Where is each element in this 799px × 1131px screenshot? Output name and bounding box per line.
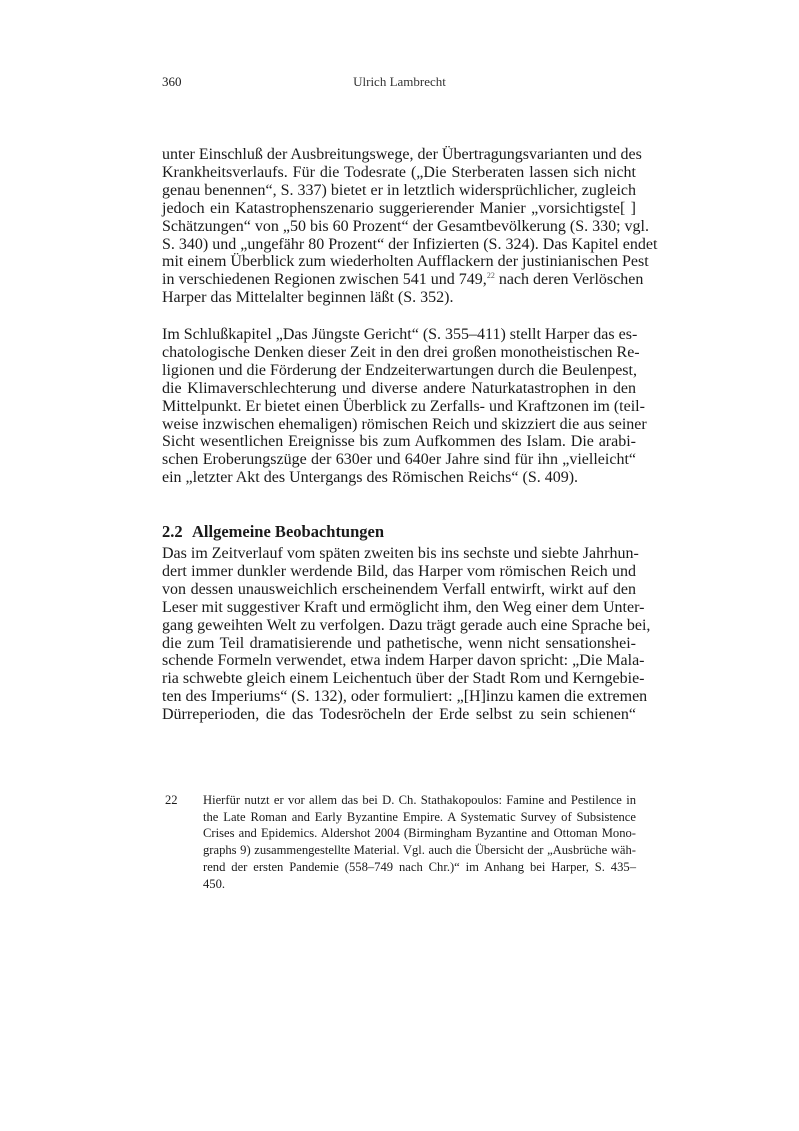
- footnote-line: the Late Roman and Early Byzantine Empire. A Systematic Survey of Subsistence: [203, 809, 636, 824]
- section-title: Allgemeine Beobachtungen: [192, 522, 385, 541]
- paragraph-1: [162, 146, 658, 307]
- text-line: schende Formeln verwendet, etwa indem Harper davon spricht: „Die Mala-: [162, 652, 645, 670]
- footnote-line: rend der ersten Pandemie (558–749 nach Chr.)“ im Anhang bei Harper, S. 435–: [203, 859, 636, 874]
- text-line: mit einem Überblick zum wiederholten Aufflackern der justinianischen Pest: [162, 253, 649, 271]
- footnote-line: graphs 9) zusammengestellte Material. Vgl. auch die Übersicht der „Ausbrüche wäh-: [203, 843, 636, 858]
- text-line: Leser mit suggestiver Kraft und ermöglicht ihm, den Weg einer dem Unter-: [162, 598, 645, 616]
- running-head: Ulrich Lambrecht: [353, 74, 446, 89]
- text-line: Schätzungen“ von „50 bis 60 Prozent“ der Gesamtbevölkerung (S. 330; vgl.: [162, 217, 649, 235]
- text-line: die zum Teil dramatisierende und pathetische, wenn nicht sensationshei-: [162, 634, 636, 652]
- footnote-line: Crises and Epidemics. Aldershot 2004 (Birmingham Byzantine and Ottoman Mono-: [203, 826, 636, 841]
- footnote-text: [203, 792, 636, 892]
- footnote-line: Hierfür nutzt er vor allem das bei D. Ch. Stathakopoulos: Famine and Pestilence in: [203, 793, 636, 807]
- text-line: von dessen unausweichlich erscheinendem Verfall entwirft, wirkt auf den: [162, 580, 636, 598]
- text-line: die Klimaverschlechterung und diverse andere Naturkatastrophen in den: [162, 379, 636, 397]
- text-line: Dürreperioden, die das Todesröcheln der Erde selbst zu sein schienen“: [162, 706, 636, 724]
- section-number: 2.2: [162, 522, 183, 541]
- text-line: ein „letzter Akt des Untergangs des Römischen Reichs“ (S. 409).: [162, 469, 579, 487]
- text-line: S. 340) und „ungefähr 80 Prozent“ der Infizierten (S. 324). Das Kapitel endet: [162, 235, 658, 253]
- text-segment: in verschiedenen Regionen zwischen 541 und 749,: [162, 271, 487, 289]
- text-line: genau benennen“, S. 337) bietet er in letztlich widersprüchlicher, zugleich: [162, 181, 636, 199]
- text-line: unter Einschluß der Ausbreitungswege, der Übertragungsvarianten und des: [162, 146, 642, 163]
- footnote-reference[interactable]: 22: [486, 271, 495, 281]
- text-line: Das im Zeitverlauf vom späten zweiten bis ins sechste und siebte Jahrhun-: [162, 545, 639, 562]
- text-line: jedoch ein Katastrophenszenario suggerierender Manier „vorsichtigste[ ]: [162, 199, 636, 217]
- text-line: Mittelpunkt. Er bietet einen Überblick zu Zerfalls- und Kraftzonen im (teil-: [162, 397, 645, 415]
- text-line: Krankheitsverlaufs. Für die Todesrate („Die Sterberaten lassen sich nicht: [162, 163, 636, 181]
- text-line: schen Eroberungszüge der 630er und 640er Jahre sind für ihn „vielleicht“: [162, 451, 636, 469]
- section-heading: [162, 522, 384, 542]
- text-segment: nach deren Verlöschen: [494, 271, 644, 289]
- paragraph-3: [162, 545, 651, 724]
- paragraph-2: [162, 326, 647, 487]
- text-line: [162, 271, 644, 289]
- text-line: Sicht wesentlichen Ereignisse bis zum Aufkommen des Islam. Die arabi-: [162, 433, 636, 451]
- page-number: 360: [162, 74, 182, 89]
- text-line: dert immer dunkler werdende Bild, das Harper vom römischen Reich und: [162, 562, 636, 580]
- text-line: weise inzwischen ehemaligen) römischen Reich und skizziert die aus seiner: [162, 415, 647, 433]
- text-line: Im Schlußkapitel „Das Jüngste Gericht“ (S. 355–411) stellt Harper das es-: [162, 326, 638, 343]
- text-line: gang geweihten Welt zu verfolgen. Dazu trägt gerade auch eine Sprache bei,: [162, 616, 651, 634]
- footnote-line: 450.: [203, 876, 226, 891]
- footnote-number: 22: [165, 793, 178, 807]
- text-line: Harper das Mittelalter beginnen läßt (S. 352).: [162, 289, 454, 307]
- text-line: ligionen und die Förderung der Endzeiterwartungen durch die Beulenpest,: [162, 361, 637, 379]
- text-line: ria schwebte gleich einem Leichentuch über der Stadt Rom und Kerngebie-: [162, 670, 645, 688]
- text-line: ten des Imperiums“ (S. 132), oder formuliert: „[H]inzu kamen die extremen: [162, 688, 648, 706]
- text-line: chatologische Denken dieser Zeit in den drei großen monotheistischen Re-: [162, 343, 640, 361]
